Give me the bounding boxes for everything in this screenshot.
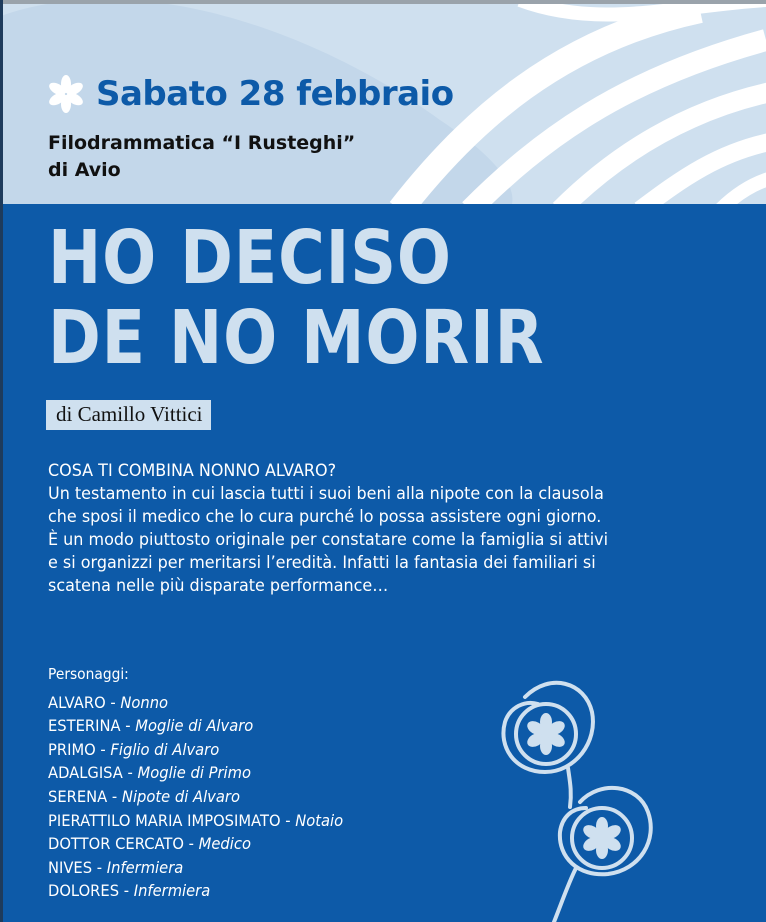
cast-heading: Personaggi: <box>48 665 129 683</box>
cast-role: Notaio <box>295 810 344 830</box>
cast-role: Infermiera <box>133 881 211 901</box>
play-title <box>48 215 545 381</box>
cast-member: NIVES - Infermiera <box>48 857 184 877</box>
cast-role: Infermiera <box>106 857 184 877</box>
cast-name: PRIMO <box>48 739 96 759</box>
left-border <box>0 0 3 922</box>
cast-role: Medico <box>198 834 251 854</box>
company-name <box>48 130 355 184</box>
cast-member: ESTERINA - Moglie di Alvaro <box>48 716 254 736</box>
cast-name: DOTTOR CERCATO <box>48 834 185 854</box>
cast-member: ADALGISA - Moglie di Primo <box>48 763 251 783</box>
top-border <box>0 0 766 4</box>
cast-role: Nonno <box>120 692 169 712</box>
author-label: di Camillo Vittici <box>46 400 211 430</box>
cast-name: PIERATTILO MARIA IMPOSIMATO <box>48 810 281 830</box>
cast-name: ESTERINA <box>48 716 121 736</box>
synopsis-line: È un modo piuttosto originale per constatare come la famiglia si attivi <box>48 530 609 550</box>
asterisk-flower-icon <box>46 74 86 114</box>
cast-role: Nipote di Alvaro <box>121 786 240 806</box>
cast-role: Figlio di Alvaro <box>110 739 220 759</box>
synopsis-line: e si organizzi per meritarsi l’eredità. Infatti la fantasia dei familiari si <box>48 553 596 573</box>
company-line-1: Filodrammatica “I Rusteghi” <box>48 132 356 154</box>
cast-member: PRIMO - Figlio di Alvaro <box>48 739 220 759</box>
synopsis-line: scatena nelle più disparate performance… <box>48 576 389 596</box>
synopsis-line: che sposi il medico che lo cura purché lo possa assistere ogni giorno. <box>48 507 602 527</box>
title-line-2: DE NO MORIR <box>48 295 545 381</box>
synopsis <box>48 460 706 598</box>
cast-name: ADALGISA <box>48 763 123 783</box>
cast-member: ALVARO - Nonno <box>48 692 169 712</box>
cast-name: SERENA <box>48 786 108 806</box>
cast-member: DOLORES - Infermiera <box>48 881 211 901</box>
stylized-flower-icon <box>470 672 670 922</box>
date-text: Sabato 28 febbraio <box>96 74 454 114</box>
synopsis-heading: COSA TI COMBINA NONNO ALVARO? <box>48 461 337 481</box>
cast-name: DOLORES <box>48 881 120 901</box>
cast-name: NIVES <box>48 857 93 877</box>
cast-name: ALVARO <box>48 692 106 712</box>
cast-member: DOTTOR CERCATO - Medico <box>48 834 251 854</box>
cast-member: PIERATTILO MARIA IMPOSIMATO - Notaio <box>48 810 344 830</box>
company-line-2: di Avio <box>48 159 121 181</box>
cast-role: Moglie di Alvaro <box>135 716 254 736</box>
cast-role: Moglie di Primo <box>137 763 251 783</box>
cast-member: SERENA - Nipote di Alvaro <box>48 786 240 806</box>
cast-list <box>48 663 343 903</box>
synopsis-line: Un testamento in cui lascia tutti i suoi beni alla nipote con la clausola <box>48 484 604 504</box>
event-date <box>46 74 454 114</box>
title-line-1: HO DECISO <box>48 215 452 301</box>
